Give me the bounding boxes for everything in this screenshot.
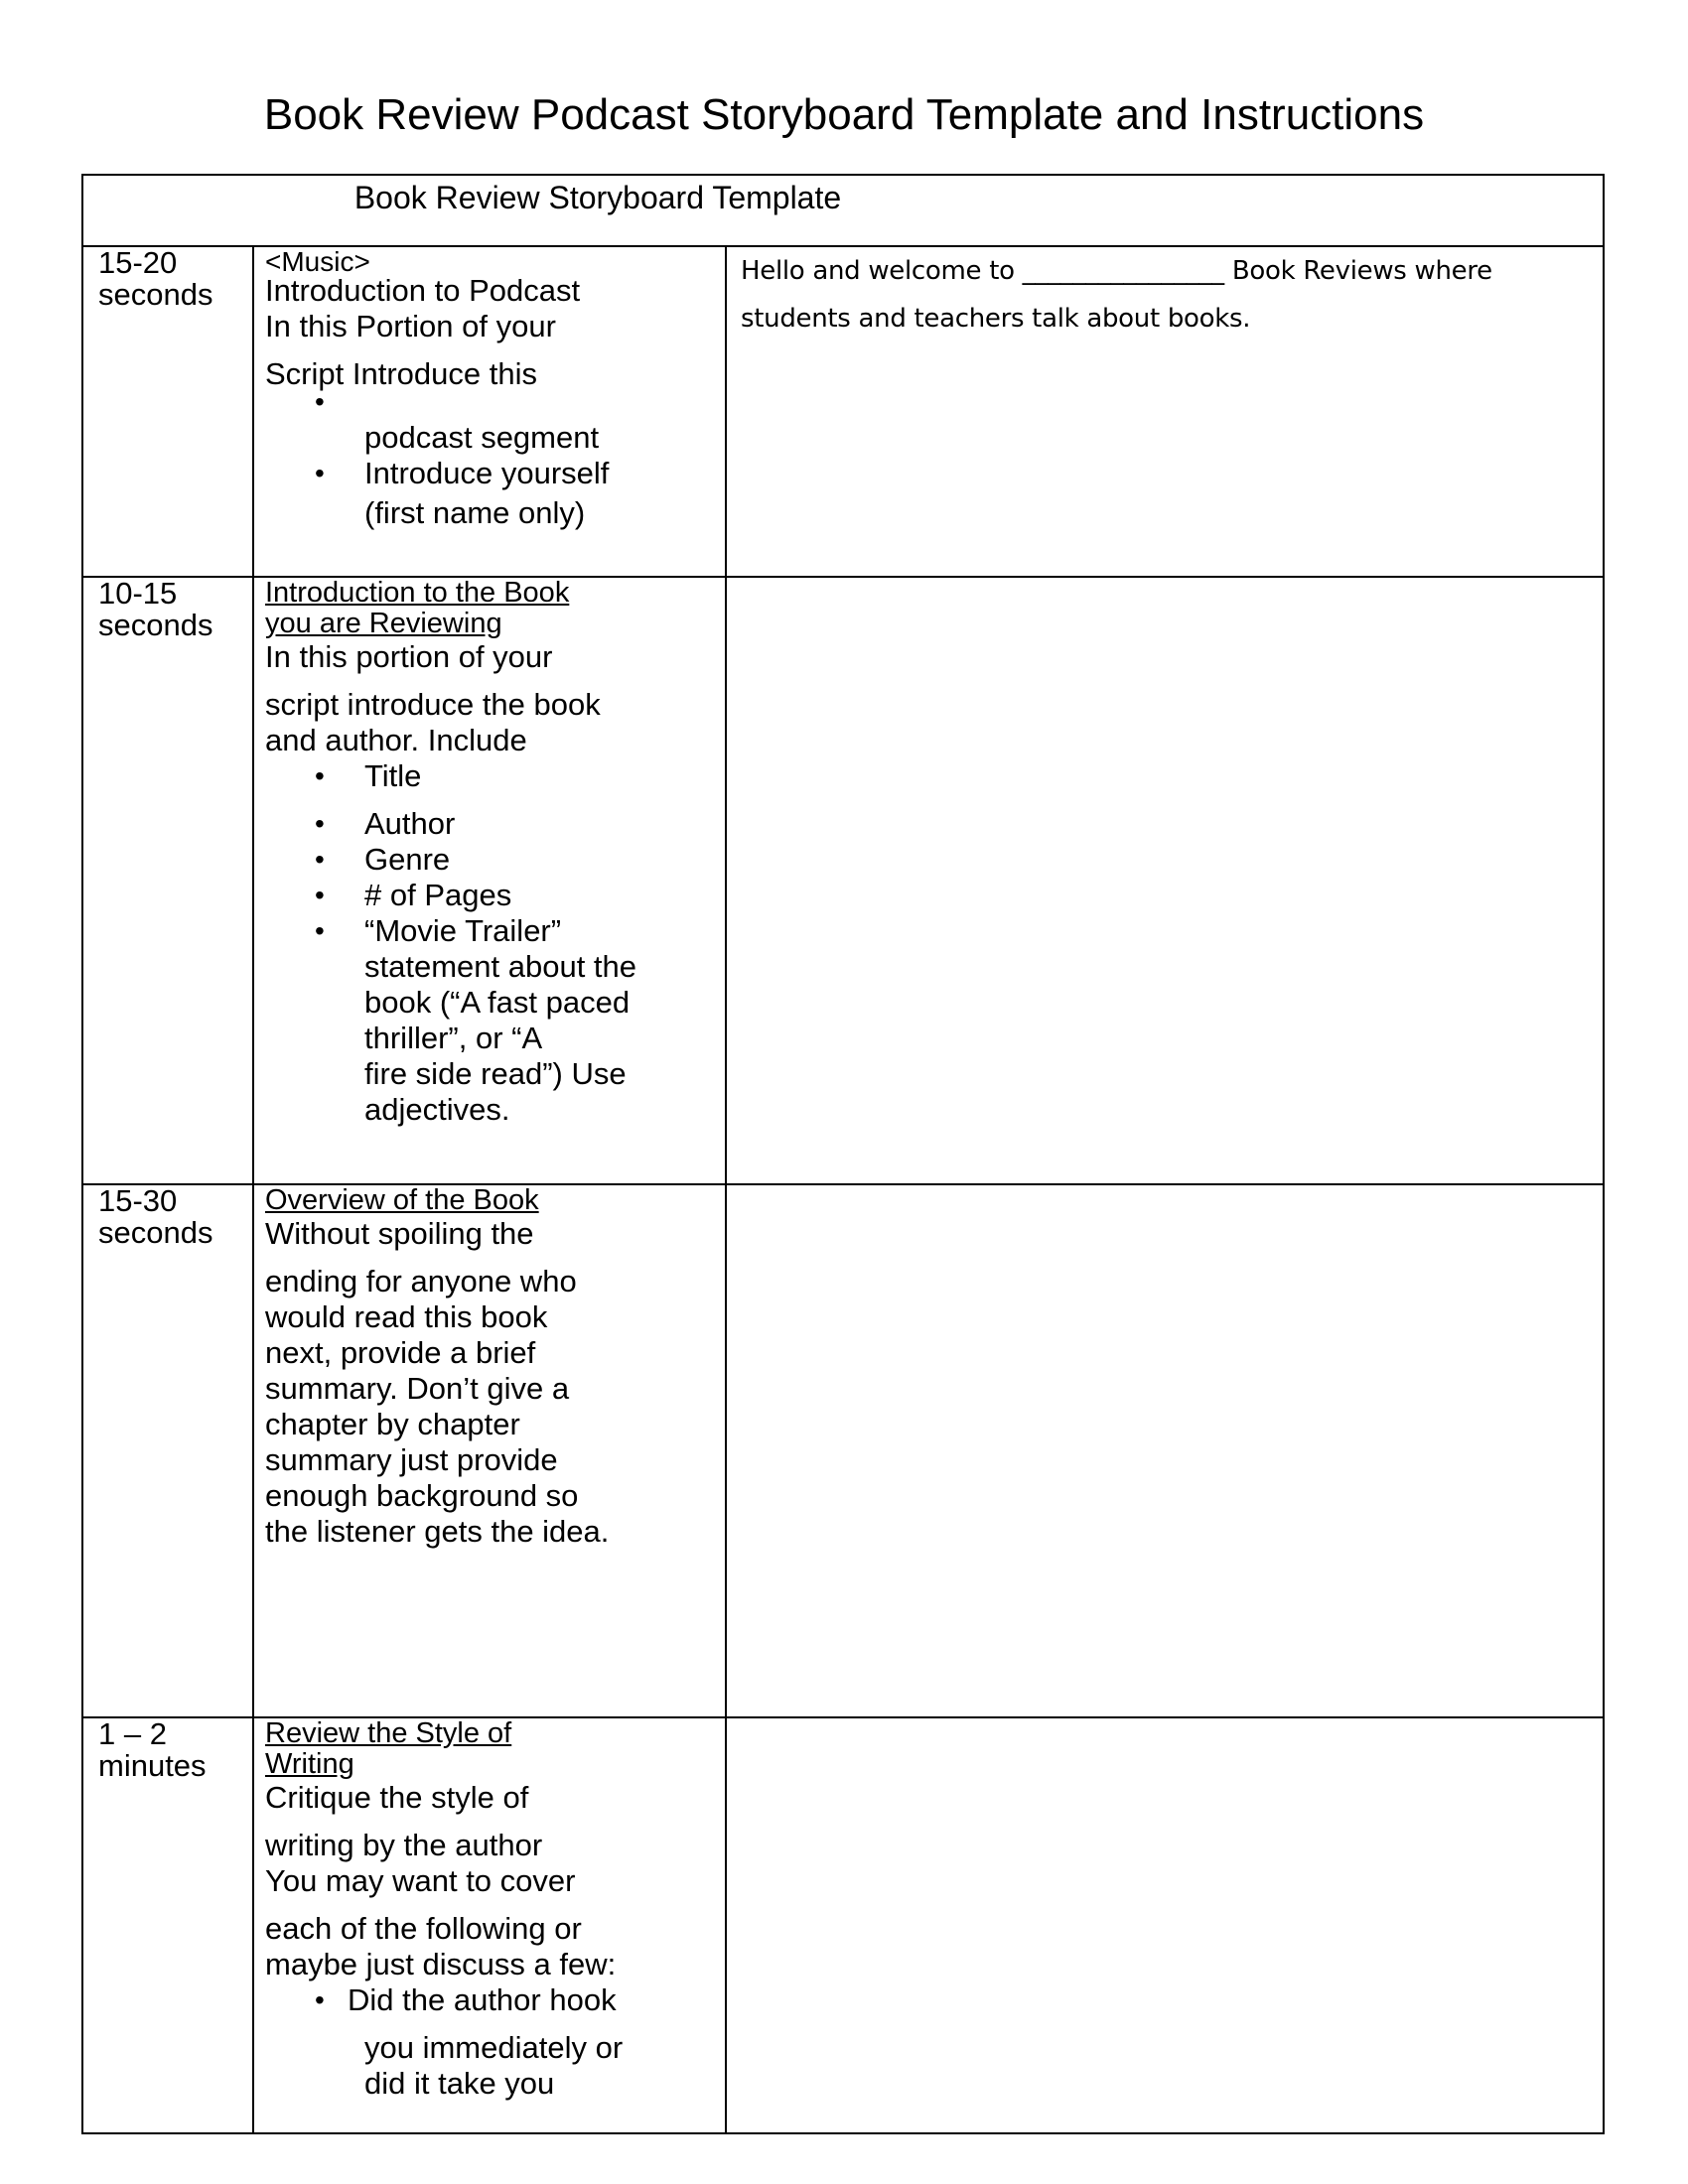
instruction-cell — [254, 247, 727, 576]
section-heading: Writing — [265, 1748, 354, 1780]
table-row — [83, 1185, 1603, 1718]
section-heading: Review the Style of — [265, 1717, 512, 1749]
time-cell — [83, 578, 254, 1183]
time-label: 1 – 2 minutes — [98, 1716, 207, 1783]
table-row — [83, 247, 1603, 578]
instruction-line: <Music> — [265, 246, 370, 277]
time-cell — [83, 247, 254, 576]
bullet-item: • Author — [265, 806, 725, 842]
instruction-line: the listener gets the idea. — [265, 1514, 610, 1549]
instruction-cell — [254, 578, 727, 1183]
instruction-line: enough background so — [265, 1478, 579, 1513]
script-cell[interactable] — [727, 1718, 1603, 2132]
script-cell[interactable] — [727, 578, 1603, 1183]
instruction-line: fire side read”) Use — [364, 1056, 627, 1091]
bullet-item: • Genre — [265, 842, 725, 878]
time-cell — [83, 1185, 254, 1716]
instruction-line: and author. Include — [265, 723, 527, 757]
instruction-line: You may want to cover — [265, 1863, 576, 1898]
instruction-cell — [254, 1718, 727, 2132]
instruction-line: chapter by chapter — [265, 1407, 520, 1441]
time-label: 15-30 seconds — [98, 1183, 213, 1250]
bullet-item: • Introduce yourself — [265, 456, 725, 491]
instruction-line: adjectives. — [364, 1092, 510, 1127]
instruction-line: each of the following or — [265, 1911, 582, 1946]
bullet-marker: • — [315, 386, 325, 417]
instruction-line: script introduce the book — [265, 687, 601, 722]
instruction-line: writing by the author — [265, 1828, 543, 1862]
instruction-line: thriller”, or “A — [364, 1021, 543, 1055]
instruction-line: Critique the style of — [265, 1780, 529, 1815]
instruction-line: summary just provide — [265, 1442, 558, 1477]
instruction-line: ending for anyone who — [265, 1264, 577, 1298]
instruction-line: book (“A fast paced — [364, 985, 631, 1020]
instruction-line: (first name only) — [364, 495, 586, 530]
time-label: 15-20 seconds — [98, 245, 213, 312]
script-line: Hello and welcome to ________________ Book Reviews where — [741, 256, 1492, 286]
table-row — [83, 578, 1603, 1185]
table-row — [83, 1718, 1603, 2132]
script-cell[interactable] — [727, 1185, 1603, 1716]
time-label: 10-15 seconds — [98, 576, 213, 642]
script-cell — [727, 247, 1603, 576]
table-header-text: Book Review Storyboard Template — [353, 180, 842, 215]
instruction-line: summary. Don’t give a — [265, 1371, 570, 1406]
instruction-line: Introduction to Podcast — [265, 273, 581, 308]
storyboard-table — [81, 174, 1605, 2134]
time-cell — [83, 1718, 254, 2132]
bullet-item: • # of Pages — [265, 878, 725, 913]
page-title: Book Review Podcast Storyboard Template and Instructions — [263, 90, 1425, 139]
instruction-line: would read this book — [265, 1299, 548, 1334]
bullet-item: • Did the author hook — [265, 1982, 725, 2018]
instruction-line: Script Introduce this — [265, 356, 537, 391]
instruction-line: Without spoiling the — [265, 1216, 534, 1251]
instruction-line: you immediately or — [364, 2030, 624, 2065]
section-heading: Overview of the Book — [265, 1184, 539, 1216]
section-heading: you are Reviewing — [265, 608, 502, 639]
instruction-line: In this Portion of your — [265, 309, 556, 343]
instruction-line: In this portion of your — [265, 639, 553, 674]
instruction-cell — [254, 1185, 727, 1716]
instruction-line: did it take you — [364, 2066, 555, 2101]
bullet-item: • Title — [265, 758, 725, 794]
instruction-line: next, provide a brief — [265, 1335, 536, 1370]
instruction-line: maybe just discuss a few: — [265, 1947, 617, 1981]
instruction-line: statement about the — [364, 949, 637, 984]
script-line: students and teachers talk about books. — [741, 304, 1251, 334]
bullet-item: • “Movie Trailer” — [265, 913, 725, 949]
section-heading: Introduction to the Book — [265, 577, 570, 609]
instruction-line: podcast segment — [364, 420, 600, 455]
table-header — [83, 176, 1603, 247]
